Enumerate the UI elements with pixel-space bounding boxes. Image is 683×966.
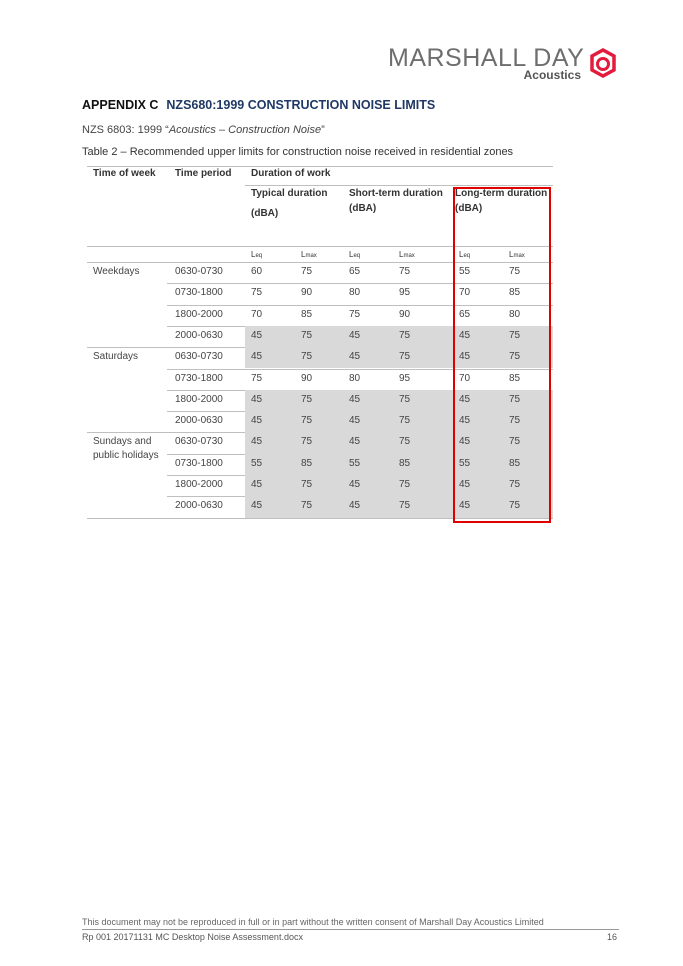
header-long-term: (dBA): [455, 203, 483, 214]
value-cell: 70: [459, 372, 471, 384]
value-cell: 95: [399, 372, 411, 384]
value-cell: 45: [459, 479, 471, 490]
footer-divider: [82, 929, 619, 930]
header-time-of-week: Time of week: [93, 168, 156, 179]
reference-suffix: ”: [321, 124, 325, 136]
subheader-subscript: max: [513, 253, 525, 259]
value-cell: 80: [349, 287, 361, 299]
value-cell: 60: [251, 266, 263, 277]
header-short-term: Short-term duration: [349, 188, 443, 199]
time-period-cell: 2000-0630: [175, 500, 223, 512]
value-cell: 55: [349, 457, 361, 469]
value-cell: 45: [251, 479, 263, 490]
value-cell: 75: [509, 479, 521, 490]
value-cell: 45: [459, 329, 471, 341]
value-cell: 85: [509, 287, 521, 299]
value-cell: 45: [349, 351, 361, 363]
value-cell: 75: [509, 500, 521, 512]
value-cell: 75: [399, 500, 411, 512]
value-cell: 45: [459, 436, 471, 448]
company-logo: [388, 44, 628, 88]
value-cell: 85: [301, 308, 313, 320]
value-cell: 75: [399, 415, 411, 427]
value-cell: 95: [399, 287, 411, 299]
value-cell: 65: [459, 308, 471, 320]
value-cell: 75: [301, 436, 313, 448]
value-cell: 45: [251, 415, 263, 427]
value-cell: 80: [509, 308, 521, 320]
time-period-cell: 0730-1800: [175, 372, 223, 384]
reference-prefix: NZS 6803: 1999 “: [82, 124, 169, 136]
value-cell: 75: [399, 351, 411, 363]
value-cell: 75: [251, 287, 263, 299]
appendix-title: NZS680:1999 CONSTRUCTION NOISE LIMITS: [166, 98, 436, 112]
value-cell: 45: [459, 393, 471, 405]
header-time-period: Time period: [175, 168, 232, 179]
value-cell: 75: [399, 479, 411, 490]
time-period-cell: 2000-0630: [175, 415, 223, 427]
appendix-heading: [82, 98, 435, 112]
value-cell: 45: [349, 436, 361, 448]
subheader-symbol: L: [301, 250, 306, 259]
subheader-symbol: L: [509, 250, 514, 259]
subheader-lmax: [399, 250, 415, 259]
value-cell: 85: [509, 372, 521, 384]
value-cell: 45: [349, 393, 361, 405]
table-caption: Table 2 – Recommended upper limits for construction noise received in residential zones: [82, 146, 514, 158]
value-cell: 75: [509, 415, 521, 427]
header-long-term: Long-term duration: [455, 188, 548, 199]
value-cell: 90: [399, 308, 411, 320]
header-typical: (dBA): [251, 208, 279, 219]
group-label: Sundays and: [93, 436, 152, 448]
time-period-cell: 0630-0730: [175, 436, 223, 448]
subheader-subscript: max: [403, 253, 415, 259]
value-cell: 45: [251, 393, 263, 405]
logo-mark-icon: [588, 48, 618, 78]
value-cell: 45: [251, 329, 263, 341]
value-cell: 45: [349, 500, 361, 512]
value-cell: 75: [349, 308, 361, 320]
value-cell: 75: [509, 351, 521, 363]
long-term-highlight-box: [453, 187, 551, 523]
value-cell: 75: [301, 393, 313, 405]
value-cell: 85: [399, 457, 411, 469]
value-cell: 80: [349, 372, 361, 384]
value-cell: 75: [399, 436, 411, 448]
subheader-symbol: L: [399, 250, 404, 259]
value-cell: 55: [251, 457, 263, 469]
value-cell: 75: [509, 393, 521, 405]
time-period-cell: 1800-2000: [175, 308, 223, 320]
value-cell: 75: [399, 329, 411, 341]
value-cell: 90: [301, 287, 313, 299]
subheader-symbol: L: [251, 250, 256, 259]
value-cell: 45: [349, 415, 361, 427]
value-cell: 45: [349, 479, 361, 490]
time-period-cell: 1800-2000: [175, 393, 223, 405]
group-label: Weekdays: [93, 266, 140, 277]
value-cell: 45: [349, 329, 361, 341]
value-cell: 70: [459, 287, 471, 299]
value-cell: 75: [509, 266, 521, 277]
page-number: 16: [607, 932, 618, 942]
value-cell: 45: [459, 415, 471, 427]
value-cell: 75: [301, 266, 313, 277]
value-cell: 75: [301, 351, 313, 363]
subheader-subscript: max: [305, 253, 317, 259]
footer-copyright-note: This document may not be reproduced in full or in part without the written consent of Marshall Day Acoustics Limited: [82, 917, 544, 927]
logo-subtitle: Acoustics: [523, 68, 581, 82]
value-cell: 45: [251, 351, 263, 363]
logo-wordmark: MARSHALL DAY: [388, 44, 585, 72]
value-cell: 75: [301, 329, 313, 341]
value-cell: 70: [251, 308, 263, 320]
group-label: public holidays: [93, 450, 159, 462]
time-period-cell: 1800-2000: [175, 479, 223, 490]
appendix-label: APPENDIX C: [82, 98, 159, 112]
value-cell: 75: [509, 436, 521, 448]
time-period-cell: 0730-1800: [175, 287, 223, 299]
subheader-leq: [349, 250, 360, 259]
value-cell: 75: [399, 393, 411, 405]
time-period-cell: 0730-1800: [175, 457, 223, 469]
value-cell: 65: [349, 266, 361, 277]
value-cell: 75: [509, 329, 521, 341]
value-cell: 90: [301, 372, 313, 384]
group-label: Saturdays: [93, 351, 139, 363]
value-cell: 55: [459, 266, 471, 277]
header-duration: Duration of work: [251, 168, 331, 179]
subheader-lmax: [301, 250, 317, 259]
value-cell: 85: [301, 457, 313, 469]
time-period-cell: 0630-0730: [175, 351, 223, 363]
standard-reference: [82, 124, 325, 136]
subheader-symbol: L: [349, 250, 354, 259]
value-cell: 85: [509, 457, 521, 469]
subheader-leq: [251, 250, 262, 259]
value-cell: 75: [399, 266, 411, 277]
header-short-term: (dBA): [349, 203, 377, 214]
value-cell: 45: [459, 351, 471, 363]
subheader-subscript: eq: [463, 253, 471, 259]
value-cell: 45: [459, 500, 471, 512]
footer-document-name: Rp 001 20171131 MC Desktop Noise Assessment.docx: [82, 932, 303, 942]
value-cell: 75: [301, 415, 313, 427]
value-cell: 45: [251, 436, 263, 448]
value-cell: 75: [301, 479, 313, 490]
reference-title: Acoustics – Construction Noise: [168, 124, 322, 136]
value-cell: 75: [301, 500, 313, 512]
time-period-cell: 2000-0630: [175, 329, 223, 341]
value-cell: 55: [459, 457, 471, 469]
subheader-symbol: L: [459, 250, 464, 259]
subheader-subscript: eq: [255, 253, 263, 259]
header-typical: Typical duration: [251, 188, 328, 199]
value-cell: 75: [251, 372, 263, 384]
time-period-cell: 0630-0730: [175, 266, 223, 277]
value-cell: 45: [251, 500, 263, 512]
subheader-subscript: eq: [353, 253, 361, 259]
